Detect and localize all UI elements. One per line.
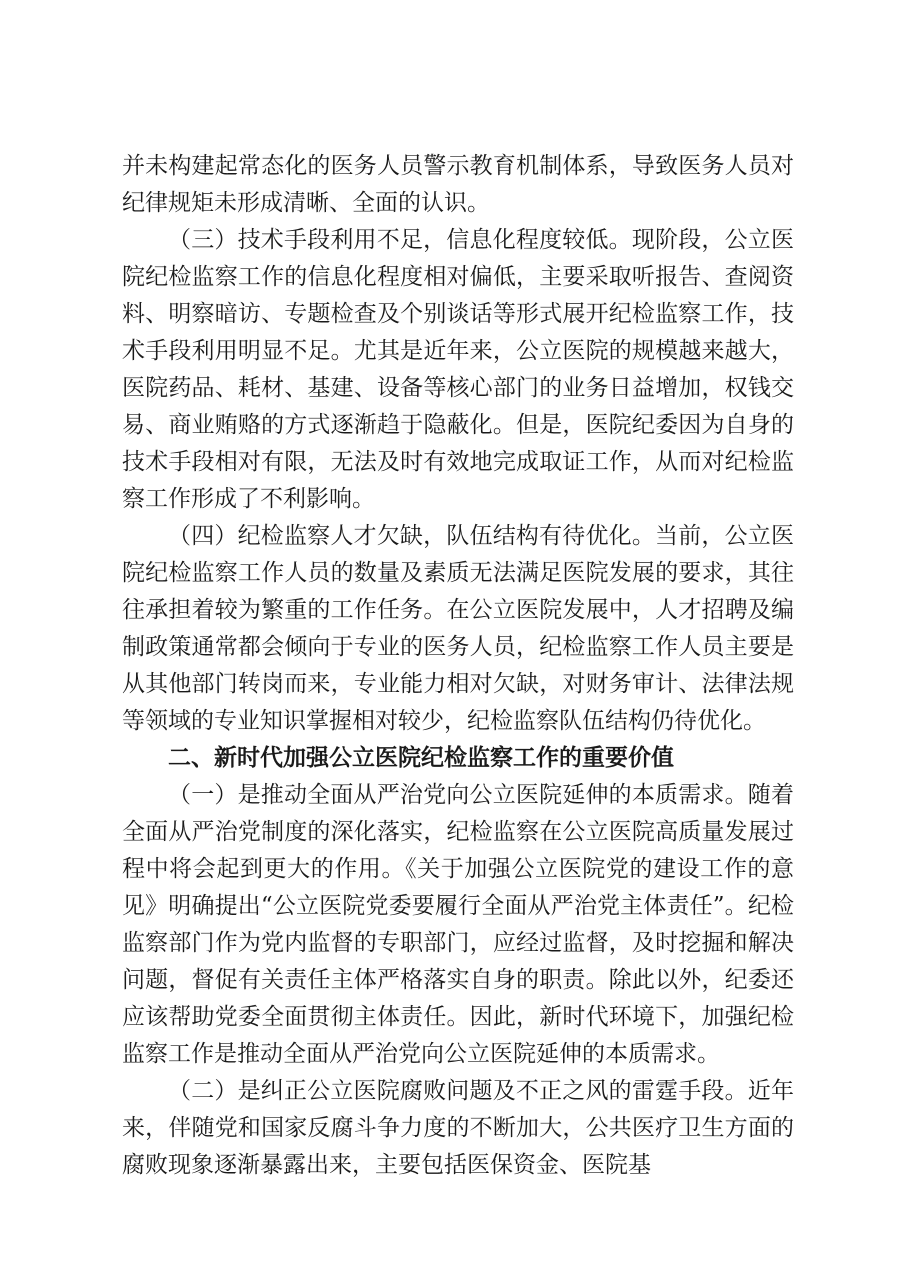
paragraph-tech-means: （三）技术手段利用不足，信息化程度较低。现阶段，公立医院纪检监察工作的信息化程度相对偏低，主要采取听报告、查阅资料、明察暗访、专题检查及个别谈话等形式展开纪检监察工作，技术手段利用明显不足。尤其是近年来，公立医院的规模越来越大，医院药品、耗材、基建、设备等核心部门的业务日益增加，权钱交易、商业贿赂的方式逐渐趋于隐蔽化。但是，医院纪委因为自身的技术手段相对有限，无法及时有效地完成取证工作，从而对纪检监察工作形成了不利影响。 <box>122 227 794 512</box>
section-heading: 二、新时代加强公立医院纪检监察工作的重要价值 <box>168 745 674 771</box>
paragraph-party-discipline: （一）是推动全面从严治党向公立医院延伸的本质需求。随着全面从严治党制度的深化落实，纪检监察在公立医院高质量发展过程中将会起到更大的作用。《关于加强公立医院党的建设工作的意见》明确提出“公立医院党委要履行全面从严治党主体责任”。纪检监察部门作为党内监督的专职部门，应经过监督，及时挖掘和解决问题，督促有关责任主体严格落实自身的职责。除此以外，纪委还应该帮助党委全面贯彻主体责任。因此，新时代环境下，加强纪检监察工作是推动全面从严治党向公立医院延伸的本质需求。 <box>122 782 794 1067</box>
paragraph-talent-shortage: （四）纪检监察人才欠缺，队伍结构有待优化。当前，公立医院纪检监察工作人员的数量及素质无法满足医院发展的要求，其往往承担着较为繁重的工作任务。在公立医院发展中，人才招聘及编制政策通常都会倾向于专业的医务人员，纪检监察工作人员主要是从其他部门转岗而来，专业能力相对欠缺，对财务审计、法律法规等领域的专业知识掌握相对较少，纪检监察队伍结构仍待优化。 <box>122 523 794 734</box>
document-body <box>122 148 794 1184</box>
paragraph-anti-corruption: （二）是纠正公立医院腐败问题及不正之风的雷霆手段。近年来，伴随党和国家反腐斗争力度的不断加大，公共医疗卫生方面的腐败现象逐渐暴露出来，主要包括医保资金、医院基 <box>122 1078 794 1178</box>
paragraph-continuation: 并未构建起常态化的医务人员警示教育机制体系，导致医务人员对纪律规矩未形成清晰、全面的认识。 <box>122 153 794 216</box>
